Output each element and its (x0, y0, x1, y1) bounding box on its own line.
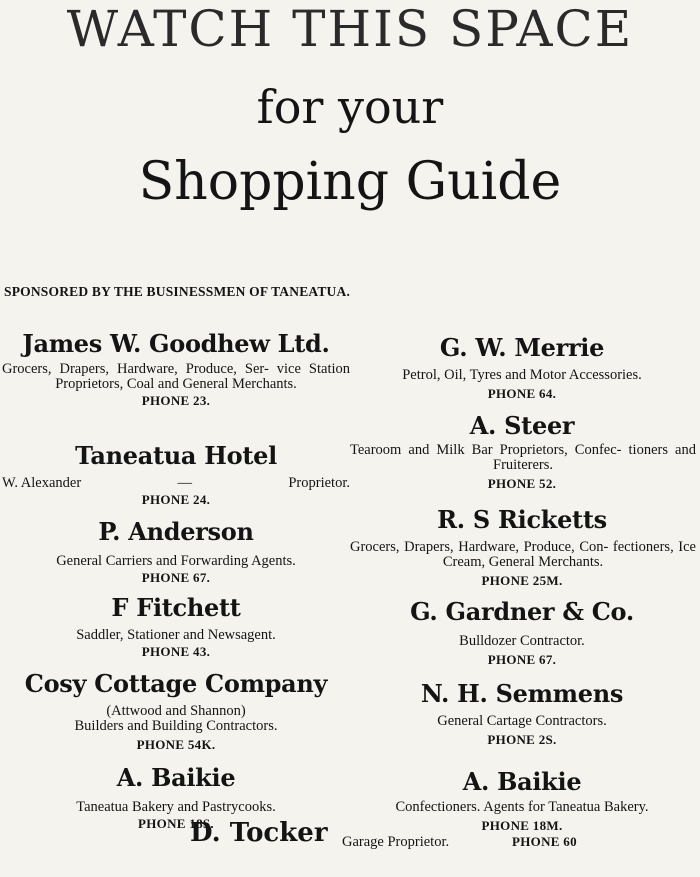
business-name: G. W. Merrie (439, 333, 605, 362)
listing-cosy-cottage (0, 670, 352, 753)
phone-number: PHONE 52. (487, 476, 557, 491)
listing-gardner (346, 598, 698, 668)
sponsor-line: SPONSORED BY THE BUSINESSMEN OF TANEATUA. (4, 284, 351, 299)
listing-fitchett (0, 594, 352, 660)
phone-number: PHONE 2S. (487, 732, 557, 747)
phone-number: PHONE 64. (487, 386, 557, 401)
listing-baikie-confectioners (346, 768, 698, 834)
business-name: Taneatua Hotel (75, 441, 277, 470)
business-name: R. S Ricketts (437, 505, 607, 534)
phone-number: PHONE 23. (141, 393, 211, 408)
business-name: James W. Goodhew Ltd. (22, 329, 330, 358)
listing-taneatua-hotel (0, 442, 352, 508)
headline-shopping-guide: Shopping Guide (138, 152, 562, 212)
business-name: A. Baikie (462, 767, 582, 796)
business-description: General Cartage Contractors. (437, 713, 607, 729)
phone-number: PHONE 24. (141, 492, 211, 507)
dash: — (177, 475, 193, 491)
business-description: Tearoom and Milk Bar Proprietors, Confec- tioners and Fruiterers. (350, 442, 696, 473)
phone-number-tocker: PHONE 60 (512, 834, 577, 849)
phone-number: PHONE 54K. (136, 737, 216, 752)
business-name: F Fitchett (111, 593, 241, 622)
listing-merrie (346, 334, 698, 402)
phone-number: PHONE 43. (141, 644, 211, 659)
business-description: General Carriers and Forwarding Agents. (56, 553, 296, 569)
business-description: Petrol, Oil, Tyres and Motor Accessories. (402, 367, 642, 383)
business-description: Bulldozer Contractor. (459, 633, 585, 649)
headline-watch-this-space: WATCH THIS SPACE (66, 0, 634, 58)
business-description: Grocers, Drapers, Hardware, Produce, Ser- vice Station Proprietors, Coal and General Merchants. (2, 361, 350, 392)
business-name: Cosy Cottage Company (24, 669, 328, 698)
phone-number: PHONE 67. (487, 652, 557, 667)
listing-semmens (346, 680, 698, 748)
business-description: Taneatua Bakery and Pastrycooks. (76, 799, 276, 815)
business-description-tocker: Garage Proprietor. (342, 834, 450, 850)
business-description: Builders and Building Contractors. (74, 718, 278, 734)
phone-number: PHONE 18S. (138, 816, 214, 831)
listing-ricketts (346, 506, 698, 589)
business-subtitle: (Attwood and Shannon) (106, 703, 246, 719)
proprietor-name: W. Alexander (2, 475, 82, 491)
business-description: Saddler, Stationer and Newsagent. (76, 627, 276, 643)
proprietor-role: Proprietor. (288, 475, 350, 491)
listing-steer (346, 412, 698, 492)
business-name: N. H. Semmens (420, 679, 624, 708)
listing-anderson (0, 518, 352, 586)
phone-number: PHONE 18M. (481, 818, 563, 833)
business-name: A. Baikie (116, 763, 236, 792)
business-description: Confectioners. Agents for Taneatua Bakery. (395, 799, 649, 815)
listing-goodhew (0, 330, 352, 409)
phone-number: PHONE 67. (141, 570, 211, 585)
headline-for-your: for your (256, 80, 444, 134)
business-name: G. Gardner & Co. (410, 597, 634, 626)
phone-number: PHONE 25M. (481, 573, 563, 588)
proprietor-line (0, 476, 352, 491)
business-name-tocker: D. Tocker (190, 818, 328, 848)
business-name: A. Steer (469, 411, 575, 440)
business-name: P. Anderson (98, 517, 254, 546)
business-description: Grocers, Drapers, Hardware, Produce, Con- fectioners, Ice Cream, General Merchants. (350, 539, 696, 570)
